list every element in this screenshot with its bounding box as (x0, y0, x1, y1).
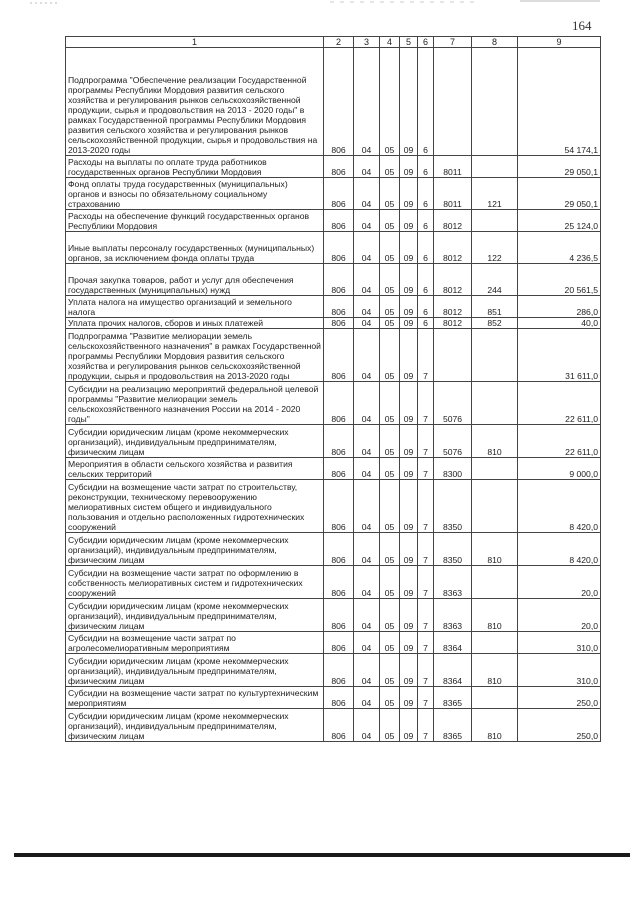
column-header: 4 (380, 37, 400, 48)
cell-program-code: 09 (400, 329, 418, 382)
table-row (66, 566, 601, 599)
cell-program-code: 09 (400, 425, 418, 458)
cell-program-code: 09 (400, 709, 418, 742)
cell-subsection-code: 05 (380, 318, 400, 329)
cell-ministry-code: 806 (324, 329, 354, 382)
cell-expense-type (472, 382, 518, 425)
cell-expense-type (472, 329, 518, 382)
cell-expense-type: 121 (472, 178, 518, 210)
cell-target-code: 8350 (434, 533, 472, 566)
cell-ministry-code: 806 (324, 264, 354, 296)
row-name: Фонд оплаты труда государственных (муниципальных) органов и взносы по обязательному социальному страхованию (66, 178, 324, 210)
cell-program-code: 09 (400, 480, 418, 533)
cell-target-code: 8012 (434, 318, 472, 329)
table-row (66, 382, 601, 425)
cell-amount: 250,0 (518, 687, 601, 709)
cell-program-code: 09 (400, 654, 418, 687)
cell-section-code: 04 (354, 232, 380, 264)
cell-subsection-code: 05 (380, 232, 400, 264)
cell-target-code: 8012 (434, 296, 472, 318)
cell-target-code: 8363 (434, 599, 472, 632)
cell-subsection-code: 05 (380, 425, 400, 458)
cell-subsection-code: 05 (380, 599, 400, 632)
cell-target-code: 8364 (434, 654, 472, 687)
table-row (66, 48, 601, 156)
cell-section-code: 04 (354, 178, 380, 210)
cell-program-code: 09 (400, 318, 418, 329)
cell-target-code (434, 48, 472, 156)
cell-program-code: 09 (400, 156, 418, 178)
cell-subsection-code: 05 (380, 329, 400, 382)
cell-ministry-code: 806 (324, 232, 354, 264)
cell-subprogram-code: 6 (418, 296, 434, 318)
scan-bottom-border (14, 853, 630, 857)
cell-section-code: 04 (354, 156, 380, 178)
cell-subsection-code: 05 (380, 156, 400, 178)
cell-amount: 8 420,0 (518, 533, 601, 566)
column-header: 9 (518, 37, 601, 48)
cell-program-code: 09 (400, 599, 418, 632)
cell-expense-type (472, 458, 518, 480)
column-header: 6 (418, 37, 434, 48)
row-name: Расходы на выплаты по оплате труда работников государственных органов Республики Мордовия (66, 156, 324, 178)
cell-expense-type (472, 687, 518, 709)
cell-target-code: 8300 (434, 458, 472, 480)
cell-expense-type (472, 632, 518, 654)
cell-subprogram-code: 7 (418, 654, 434, 687)
cell-target-code: 5076 (434, 425, 472, 458)
cell-target-code (434, 329, 472, 382)
table-row (66, 232, 601, 264)
row-name: Расходы на обеспечение функций государственных органов Республики Мордовия (66, 210, 324, 232)
cell-program-code: 09 (400, 178, 418, 210)
row-name: Подпрограмма "Обеспечение реализации Государственной программы Республики Мордовия развития сельского хозяйства и регулирования рынков сельскохозяйственной продукции, сырья и продовольствия на 2013 - 2020 годы" в рамках Государственной программы Республики Мордовия развития сельского хозяйства и регулирования рынков сельскохозяйственной продукции, сырья и продовольствия на 2013-2020 годы (66, 48, 324, 156)
cell-section-code: 04 (354, 382, 380, 425)
cell-section-code: 04 (354, 632, 380, 654)
cell-subprogram-code: 7 (418, 599, 434, 632)
cell-target-code: 8365 (434, 687, 472, 709)
cell-expense-type (472, 156, 518, 178)
cell-subprogram-code: 7 (418, 382, 434, 425)
cell-target-code: 8365 (434, 709, 472, 742)
table-row (66, 480, 601, 533)
cell-subsection-code: 05 (380, 654, 400, 687)
cell-expense-type (472, 566, 518, 599)
column-header: 2 (324, 37, 354, 48)
cell-program-code: 09 (400, 458, 418, 480)
cell-target-code: 8011 (434, 156, 472, 178)
cell-section-code: 04 (354, 480, 380, 533)
cell-section-code: 04 (354, 210, 380, 232)
column-header: 3 (354, 37, 380, 48)
cell-section-code: 04 (354, 458, 380, 480)
cell-target-code: 8012 (434, 210, 472, 232)
cell-ministry-code: 806 (324, 318, 354, 329)
table-row (66, 318, 601, 329)
page-number: 164 (572, 18, 592, 33)
cell-section-code: 04 (354, 709, 380, 742)
cell-target-code: 8364 (434, 632, 472, 654)
cell-program-code: 09 (400, 632, 418, 654)
cell-expense-type: 852 (472, 318, 518, 329)
cell-ministry-code: 806 (324, 480, 354, 533)
cell-expense-type: 810 (472, 599, 518, 632)
cell-amount: 286,0 (518, 296, 601, 318)
row-name: Субсидии юридическим лицам (кроме некоммерческих организаций), индивидуальным предпринимателям, физическим лицам (66, 599, 324, 632)
cell-program-code: 09 (400, 382, 418, 425)
row-name: Субсидии юридическим лицам (кроме некоммерческих организаций), индивидуальным предпринимателям, физическим лицам (66, 709, 324, 742)
row-name: Уплата прочих налогов, сборов и иных платежей (66, 318, 324, 329)
cell-section-code: 04 (354, 425, 380, 458)
cell-ministry-code: 806 (324, 709, 354, 742)
column-header: 1 (66, 37, 324, 48)
cell-amount: 4 236,5 (518, 232, 601, 264)
cell-amount: 8 420,0 (518, 480, 601, 533)
cell-ministry-code: 806 (324, 382, 354, 425)
table-row (66, 533, 601, 566)
cell-amount: 54 174,1 (518, 48, 601, 156)
cell-subprogram-code: 6 (418, 210, 434, 232)
budget-table (65, 36, 601, 742)
cell-ministry-code: 806 (324, 156, 354, 178)
row-name: Мероприятия в области сельского хозяйства и развития сельских территорий (66, 458, 324, 480)
cell-subprogram-code: 7 (418, 687, 434, 709)
cell-ministry-code: 806 (324, 210, 354, 232)
cell-amount: 22 611,0 (518, 382, 601, 425)
cell-expense-type (472, 48, 518, 156)
row-name: Уплата налога на имущество организаций и земельного налога (66, 296, 324, 318)
cell-subprogram-code: 6 (418, 264, 434, 296)
cell-amount: 31 611,0 (518, 329, 601, 382)
cell-amount: 40,0 (518, 318, 601, 329)
header-row (66, 37, 601, 48)
cell-section-code: 04 (354, 533, 380, 566)
cell-expense-type: 810 (472, 654, 518, 687)
cell-section-code: 04 (354, 296, 380, 318)
cell-subprogram-code: 7 (418, 458, 434, 480)
cell-section-code: 04 (354, 318, 380, 329)
column-header: 7 (434, 37, 472, 48)
table-row (66, 425, 601, 458)
cell-expense-type: 810 (472, 533, 518, 566)
table-row (66, 329, 601, 382)
cell-subprogram-code: 7 (418, 632, 434, 654)
table-row (66, 458, 601, 480)
cell-section-code: 04 (354, 566, 380, 599)
table-row (66, 296, 601, 318)
cell-subsection-code: 05 (380, 709, 400, 742)
cell-ministry-code: 806 (324, 458, 354, 480)
cell-program-code: 09 (400, 264, 418, 296)
column-header: 8 (472, 37, 518, 48)
cell-amount: 29 050,1 (518, 156, 601, 178)
cell-amount: 310,0 (518, 632, 601, 654)
cell-expense-type (472, 210, 518, 232)
cell-subprogram-code: 7 (418, 480, 434, 533)
cell-subsection-code: 05 (380, 533, 400, 566)
cell-expense-type: 851 (472, 296, 518, 318)
cell-subsection-code: 05 (380, 296, 400, 318)
cell-target-code: 5076 (434, 382, 472, 425)
cell-subprogram-code: 6 (418, 156, 434, 178)
cell-expense-type (472, 480, 518, 533)
cell-subsection-code: 05 (380, 178, 400, 210)
cell-amount: 20,0 (518, 599, 601, 632)
cell-expense-type: 122 (472, 232, 518, 264)
cell-subsection-code: 05 (380, 687, 400, 709)
cell-section-code: 04 (354, 654, 380, 687)
cell-subsection-code: 05 (380, 210, 400, 232)
cell-expense-type: 810 (472, 425, 518, 458)
cell-ministry-code: 806 (324, 296, 354, 318)
table-row (66, 687, 601, 709)
cell-ministry-code: 806 (324, 566, 354, 599)
table-row (66, 654, 601, 687)
cell-expense-type: 810 (472, 709, 518, 742)
cell-section-code: 04 (354, 687, 380, 709)
column-header: 5 (400, 37, 418, 48)
cell-amount: 22 611,0 (518, 425, 601, 458)
row-name: Подпрограмма "Развитие мелиорации земель сельскохозяйственного назначения" в рамках Государственной программы Республики Мордовия развития сельского хозяйства и регулирования рынков сельскохозяйственной продукции, сырья и продовольствия на 2013-2020 годы (66, 329, 324, 382)
row-name: Прочая закупка товаров, работ и услуг для обеспечения государственных (муниципальных) нужд (66, 264, 324, 296)
cell-ministry-code: 806 (324, 654, 354, 687)
table-row (66, 632, 601, 654)
cell-program-code: 09 (400, 232, 418, 264)
cell-program-code: 09 (400, 48, 418, 156)
cell-amount: 20 561,5 (518, 264, 601, 296)
cell-program-code: 09 (400, 533, 418, 566)
cell-section-code: 04 (354, 48, 380, 156)
cell-ministry-code: 806 (324, 632, 354, 654)
cell-subsection-code: 05 (380, 566, 400, 599)
cell-ministry-code: 806 (324, 425, 354, 458)
row-name: Субсидии юридическим лицам (кроме некоммерческих организаций), индивидуальным предпринимателям, физическим лицам (66, 654, 324, 687)
cell-target-code: 8012 (434, 264, 472, 296)
cell-subsection-code: 05 (380, 480, 400, 533)
cell-subsection-code: 05 (380, 382, 400, 425)
row-name: Субсидии на возмещение части затрат по культуртехническим мероприятиям (66, 687, 324, 709)
cell-amount: 310,0 (518, 654, 601, 687)
cell-ministry-code: 806 (324, 599, 354, 632)
cell-section-code: 04 (354, 599, 380, 632)
table-row (66, 210, 601, 232)
cell-program-code: 09 (400, 210, 418, 232)
cell-subprogram-code: 7 (418, 533, 434, 566)
row-name: Субсидии на реализацию мероприятий федеральной целевой программы "Развитие мелиорации земель сельскохозяйственного назначения России на 2014 - 2020 годы" (66, 382, 324, 425)
cell-subprogram-code: 6 (418, 48, 434, 156)
cell-subprogram-code: 7 (418, 329, 434, 382)
cell-program-code: 09 (400, 296, 418, 318)
cell-target-code: 8350 (434, 480, 472, 533)
cell-subprogram-code: 7 (418, 425, 434, 458)
cell-amount: 29 050,1 (518, 178, 601, 210)
cell-subprogram-code: 7 (418, 709, 434, 742)
row-name: Субсидии юридическим лицам (кроме некоммерческих организаций), индивидуальным предпринимателям, физическим лицам (66, 533, 324, 566)
cell-program-code: 09 (400, 687, 418, 709)
cell-amount: 25 124,0 (518, 210, 601, 232)
cell-amount: 9 000,0 (518, 458, 601, 480)
cell-subsection-code: 05 (380, 264, 400, 296)
cell-target-code: 8012 (434, 232, 472, 264)
row-name: Субсидии на возмещение части затрат по агролесомелиоративным мероприятиям (66, 632, 324, 654)
cell-ministry-code: 806 (324, 533, 354, 566)
cell-target-code: 8011 (434, 178, 472, 210)
cell-amount: 20,0 (518, 566, 601, 599)
table-row (66, 599, 601, 632)
cell-subprogram-code: 6 (418, 178, 434, 210)
cell-subprogram-code: 7 (418, 566, 434, 599)
table-row (66, 178, 601, 210)
row-name: Субсидии на возмещение части затрат по строительству, реконструкции, техническому перевооружению мелиоративных систем общего и индивидуального пользования и отдельно расположенных гидротехнических сооружений (66, 480, 324, 533)
table-row (66, 156, 601, 178)
cell-ministry-code: 806 (324, 687, 354, 709)
cell-subprogram-code: 6 (418, 318, 434, 329)
cell-subprogram-code: 6 (418, 232, 434, 264)
cell-ministry-code: 806 (324, 178, 354, 210)
cell-amount: 250,0 (518, 709, 601, 742)
cell-subsection-code: 05 (380, 458, 400, 480)
cell-ministry-code: 806 (324, 48, 354, 156)
table-row (66, 709, 601, 742)
cell-section-code: 04 (354, 329, 380, 382)
scan-artifact (0, 0, 640, 10)
row-name: Субсидии юридическим лицам (кроме некоммерческих организаций), индивидуальным предпринимателям, физическим лицам (66, 425, 324, 458)
cell-target-code: 8363 (434, 566, 472, 599)
cell-subsection-code: 05 (380, 632, 400, 654)
row-name: Субсидии на возмещение части затрат по оформлению в собственность мелиоративных систем и гидротехнических сооружений (66, 566, 324, 599)
table-row (66, 264, 601, 296)
row-name: Иные выплаты персоналу государственных (муниципальных) органов, за исключением фонда оплаты труда (66, 232, 324, 264)
cell-expense-type: 244 (472, 264, 518, 296)
cell-subsection-code: 05 (380, 48, 400, 156)
cell-section-code: 04 (354, 264, 380, 296)
cell-program-code: 09 (400, 566, 418, 599)
